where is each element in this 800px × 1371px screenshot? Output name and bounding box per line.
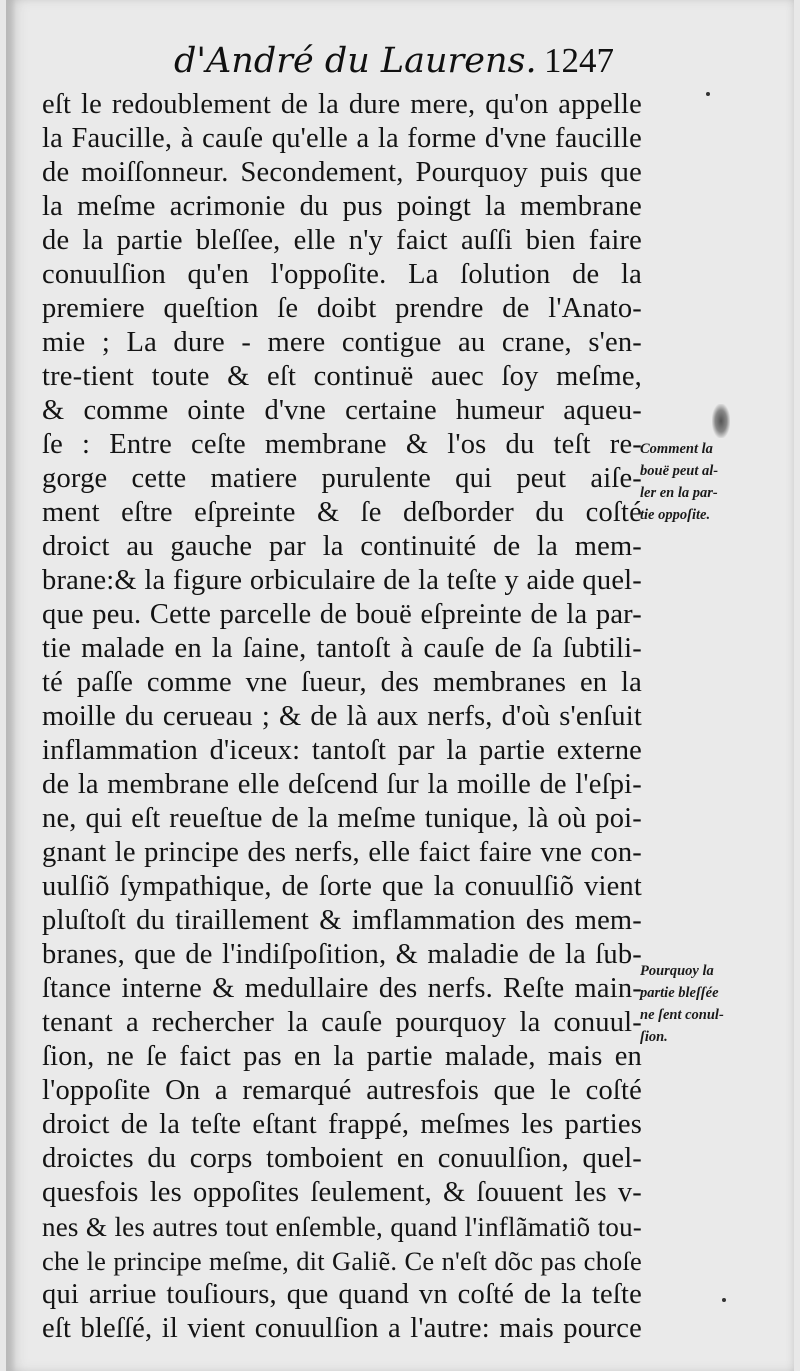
- page-header: [6, 38, 794, 84]
- margin-note-line: Pourquoy la: [640, 963, 714, 979]
- text-line: ſtance interne & medullaire des nerfs. Reſte main-: [42, 973, 642, 1004]
- text-line: ſion, ne ſe faict pas en la partie malade, mais en: [42, 1041, 642, 1072]
- ink-speck: [722, 1298, 726, 1302]
- text-line: nes & les autres tout enſemble, quand l'inflãmatiõ tou-: [42, 1212, 642, 1242]
- text-line: premiere queſtion ſe doibt prendre de l'Anato-: [42, 293, 642, 324]
- text-line: eſt le redoublement de la dure mere, qu'on appelle: [42, 89, 642, 120]
- text-line: la meſme acrimonie du pus poingt la membrane: [42, 191, 642, 222]
- text-line: l'oppoſite On a remarqué autresfois que le coſté: [42, 1075, 642, 1106]
- ink-smudge: [712, 404, 730, 438]
- text-line: mie ; La dure - mere contigue au crane, s'en-: [42, 327, 642, 358]
- gutter-shadow: [6, 0, 16, 1371]
- margin-note-line: partie bleſſée: [640, 985, 719, 1001]
- text-line: tre-tient toute & eſt continuë auec ſoy meſme,: [42, 361, 642, 392]
- margin-note-line: ſion.: [640, 1029, 668, 1045]
- text-line: eſt bleſſé, il vient conuulſion a l'autre: mais pource: [42, 1313, 642, 1344]
- text-line: gnant le principe des nerfs, elle faict faire vne con-: [42, 837, 642, 868]
- text-line: brane:& la figure orbiculaire de la teſte y aide quel-: [42, 565, 642, 596]
- text-line: de moiſſonneur. Secondement, Pourquoy puis que: [42, 157, 642, 188]
- body-text: [42, 88, 642, 1346]
- text-line: conuulſion qu'en l'oppoſite. La ſolution de la: [42, 259, 642, 290]
- text-line: & comme ointe d'vne certaine humeur aqueu-: [42, 395, 642, 426]
- text-line: ſe : Entre ceſte membrane & l'os du teſt re-: [42, 429, 642, 460]
- text-line: de la membrane elle deſcend ſur la moille de l'eſpi-: [42, 769, 642, 800]
- text-line: droict au gauche par la continuité de la mem-: [42, 531, 642, 562]
- margin-note-line: ler en la par-: [640, 485, 718, 501]
- text-line: té paſſe comme vne ſueur, des membranes en la: [42, 667, 642, 698]
- margin-note-line: ne ſent conul-: [640, 1007, 724, 1023]
- margin-note-boue: [640, 438, 790, 526]
- margin-note-line: tie oppoſite.: [640, 507, 711, 523]
- text-line: tenant a rechercher la cauſe pourquoy la conuul-: [42, 1007, 642, 1038]
- running-head: d'André du Laurens.: [174, 41, 537, 81]
- text-line: de la partie bleſſee, elle n'y faict auſſi bien faire: [42, 225, 642, 256]
- margin-note-pourquoy: [640, 960, 790, 1048]
- page-number: 1247: [544, 41, 614, 80]
- margin-note-line: Comment la: [640, 441, 713, 457]
- text-line: la Faucille, à cauſe qu'elle a la forme d'vne faucille: [42, 123, 642, 154]
- ink-speck: [706, 92, 710, 96]
- text-line: pluſtoſt du tiraillement & imflammation des mem-: [42, 905, 642, 936]
- text-line: droict de la teſte eſtant frappé, meſmes les parties: [42, 1109, 642, 1140]
- text-line: che le principe meſme, dit Galiẽ. Ce n'eſt dõc pas choſe: [42, 1246, 642, 1276]
- text-line: quesfois les oppoſites ſeulement, & ſouuent les v-: [42, 1177, 642, 1208]
- text-line: que peu. Cette parcelle de bouë eſpreinte de la par-: [42, 599, 642, 630]
- text-line: moille du cerueau ; & de là aux nerfs, d'où s'enſuit: [42, 701, 642, 732]
- text-line: tie malade en la ſaine, tantoſt à cauſe de ſa ſubtili-: [42, 633, 642, 664]
- text-line: ne, qui eſt reueſtue de la meſme tunique, là où poi-: [42, 803, 642, 834]
- text-line: branes, que de l'indiſpoſition, & maladie de la ſub-: [42, 939, 642, 970]
- text-line: uulſiõ ſympathique, de ſorte que la conuulſiõ vient: [42, 871, 642, 902]
- text-line: inflammation d'iceux: tantoſt par la partie externe: [42, 735, 642, 766]
- text-line: ment eſtre eſpreinte & ſe deſborder du coſté: [42, 497, 642, 528]
- text-line: droictes du corps tomboient en conuulſion, quel-: [42, 1143, 642, 1174]
- text-line: qui arriue touſiours, que quand vn coſté de la teſte: [42, 1279, 642, 1310]
- book-page: [6, 0, 794, 1371]
- text-line: gorge cette matiere purulente qui peut aiſe-: [42, 463, 642, 494]
- margin-note-line: bouë peut al-: [640, 463, 719, 479]
